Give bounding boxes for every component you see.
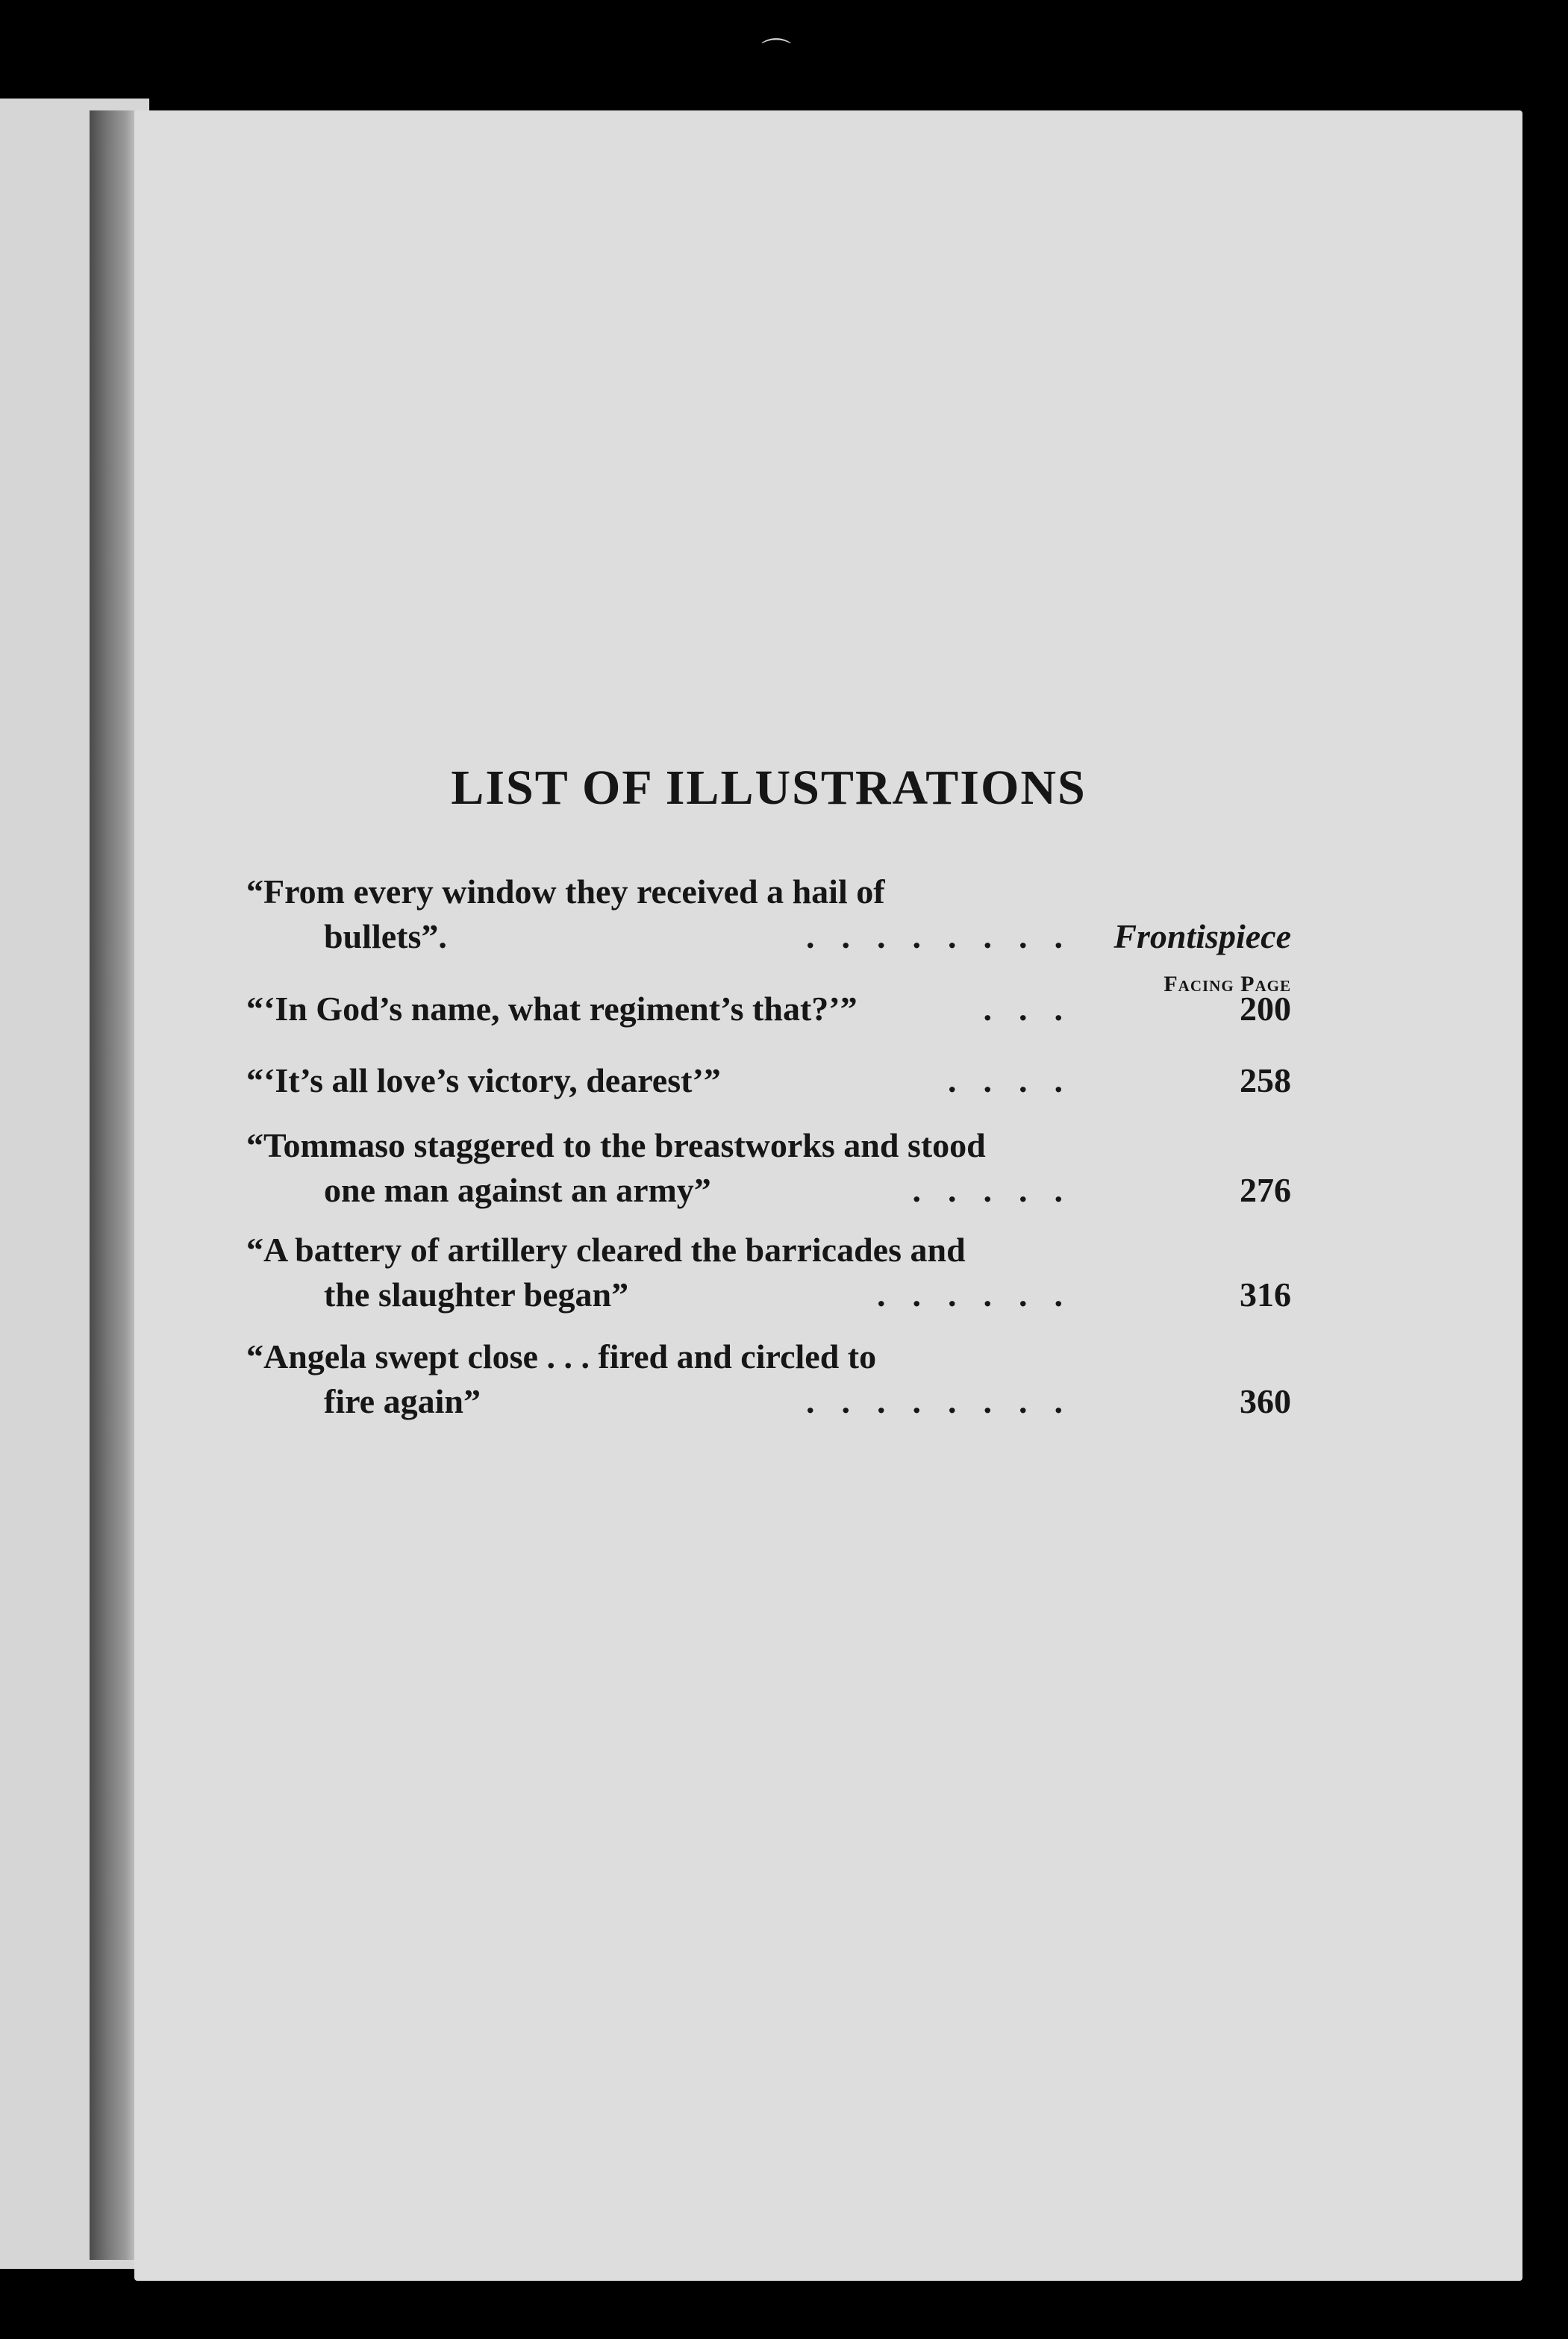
entry-line: “From every window they received a hail of — [246, 872, 885, 911]
entry-line-text: “‘It’s all love’s victory, dearest’” — [246, 1061, 721, 1099]
entry-line: “Tommaso staggered to the breastworks and stood — [246, 1126, 986, 1164]
scan-artifact: ⌒ — [761, 37, 791, 71]
page-title: LIST OF ILLUSTRATIONS — [451, 761, 1087, 815]
entry-line-text: one man against an army” — [324, 1171, 711, 1209]
entry-line-continued — [246, 1168, 1291, 1213]
entry-line-continued — [246, 1058, 1291, 1103]
facing-page-label: Facing Page — [1163, 972, 1291, 996]
book-gutter — [90, 110, 134, 2260]
illustration-entry — [246, 1123, 1291, 1213]
entry-line-continued — [246, 1379, 1291, 1424]
illustration-entry — [246, 987, 1291, 1031]
dot-leader: ........ — [806, 917, 1090, 955]
page-number: Frontispiece — [1113, 917, 1291, 955]
dot-leader: ........ — [806, 1382, 1090, 1420]
illustration-entry — [246, 1228, 1291, 1317]
page-number: 258 — [1240, 1061, 1291, 1099]
entry-line-text: “‘In God’s name, what regiment’s that?’” — [246, 990, 858, 1028]
illustration-entry — [246, 1058, 1291, 1103]
entry-line-text: the slaughter began” — [324, 1275, 629, 1314]
entry-line-text: bullets”. — [324, 917, 447, 955]
entry-line-text: fire again” — [324, 1382, 481, 1420]
entry-line-continued — [246, 1272, 1291, 1317]
dot-leader: ..... — [912, 1171, 1090, 1209]
dot-leader: ... — [983, 990, 1090, 1028]
page-number: 360 — [1240, 1382, 1291, 1420]
dot-leader: ...... — [877, 1275, 1090, 1314]
entry-line: “Angela swept close . . . fired and circled to — [246, 1337, 877, 1375]
dot-leader: .... — [948, 1061, 1090, 1099]
page-number: 276 — [1240, 1171, 1291, 1209]
page-number: 316 — [1240, 1275, 1291, 1314]
illustration-entry — [246, 1334, 1291, 1424]
entry-line: “A battery of artillery cleared the barricades and — [246, 1231, 966, 1269]
entry-line-continued — [246, 914, 1291, 959]
page-number: 200 — [1240, 990, 1291, 1028]
illustration-entry — [246, 869, 1291, 959]
entry-line-continued — [246, 987, 1291, 1031]
